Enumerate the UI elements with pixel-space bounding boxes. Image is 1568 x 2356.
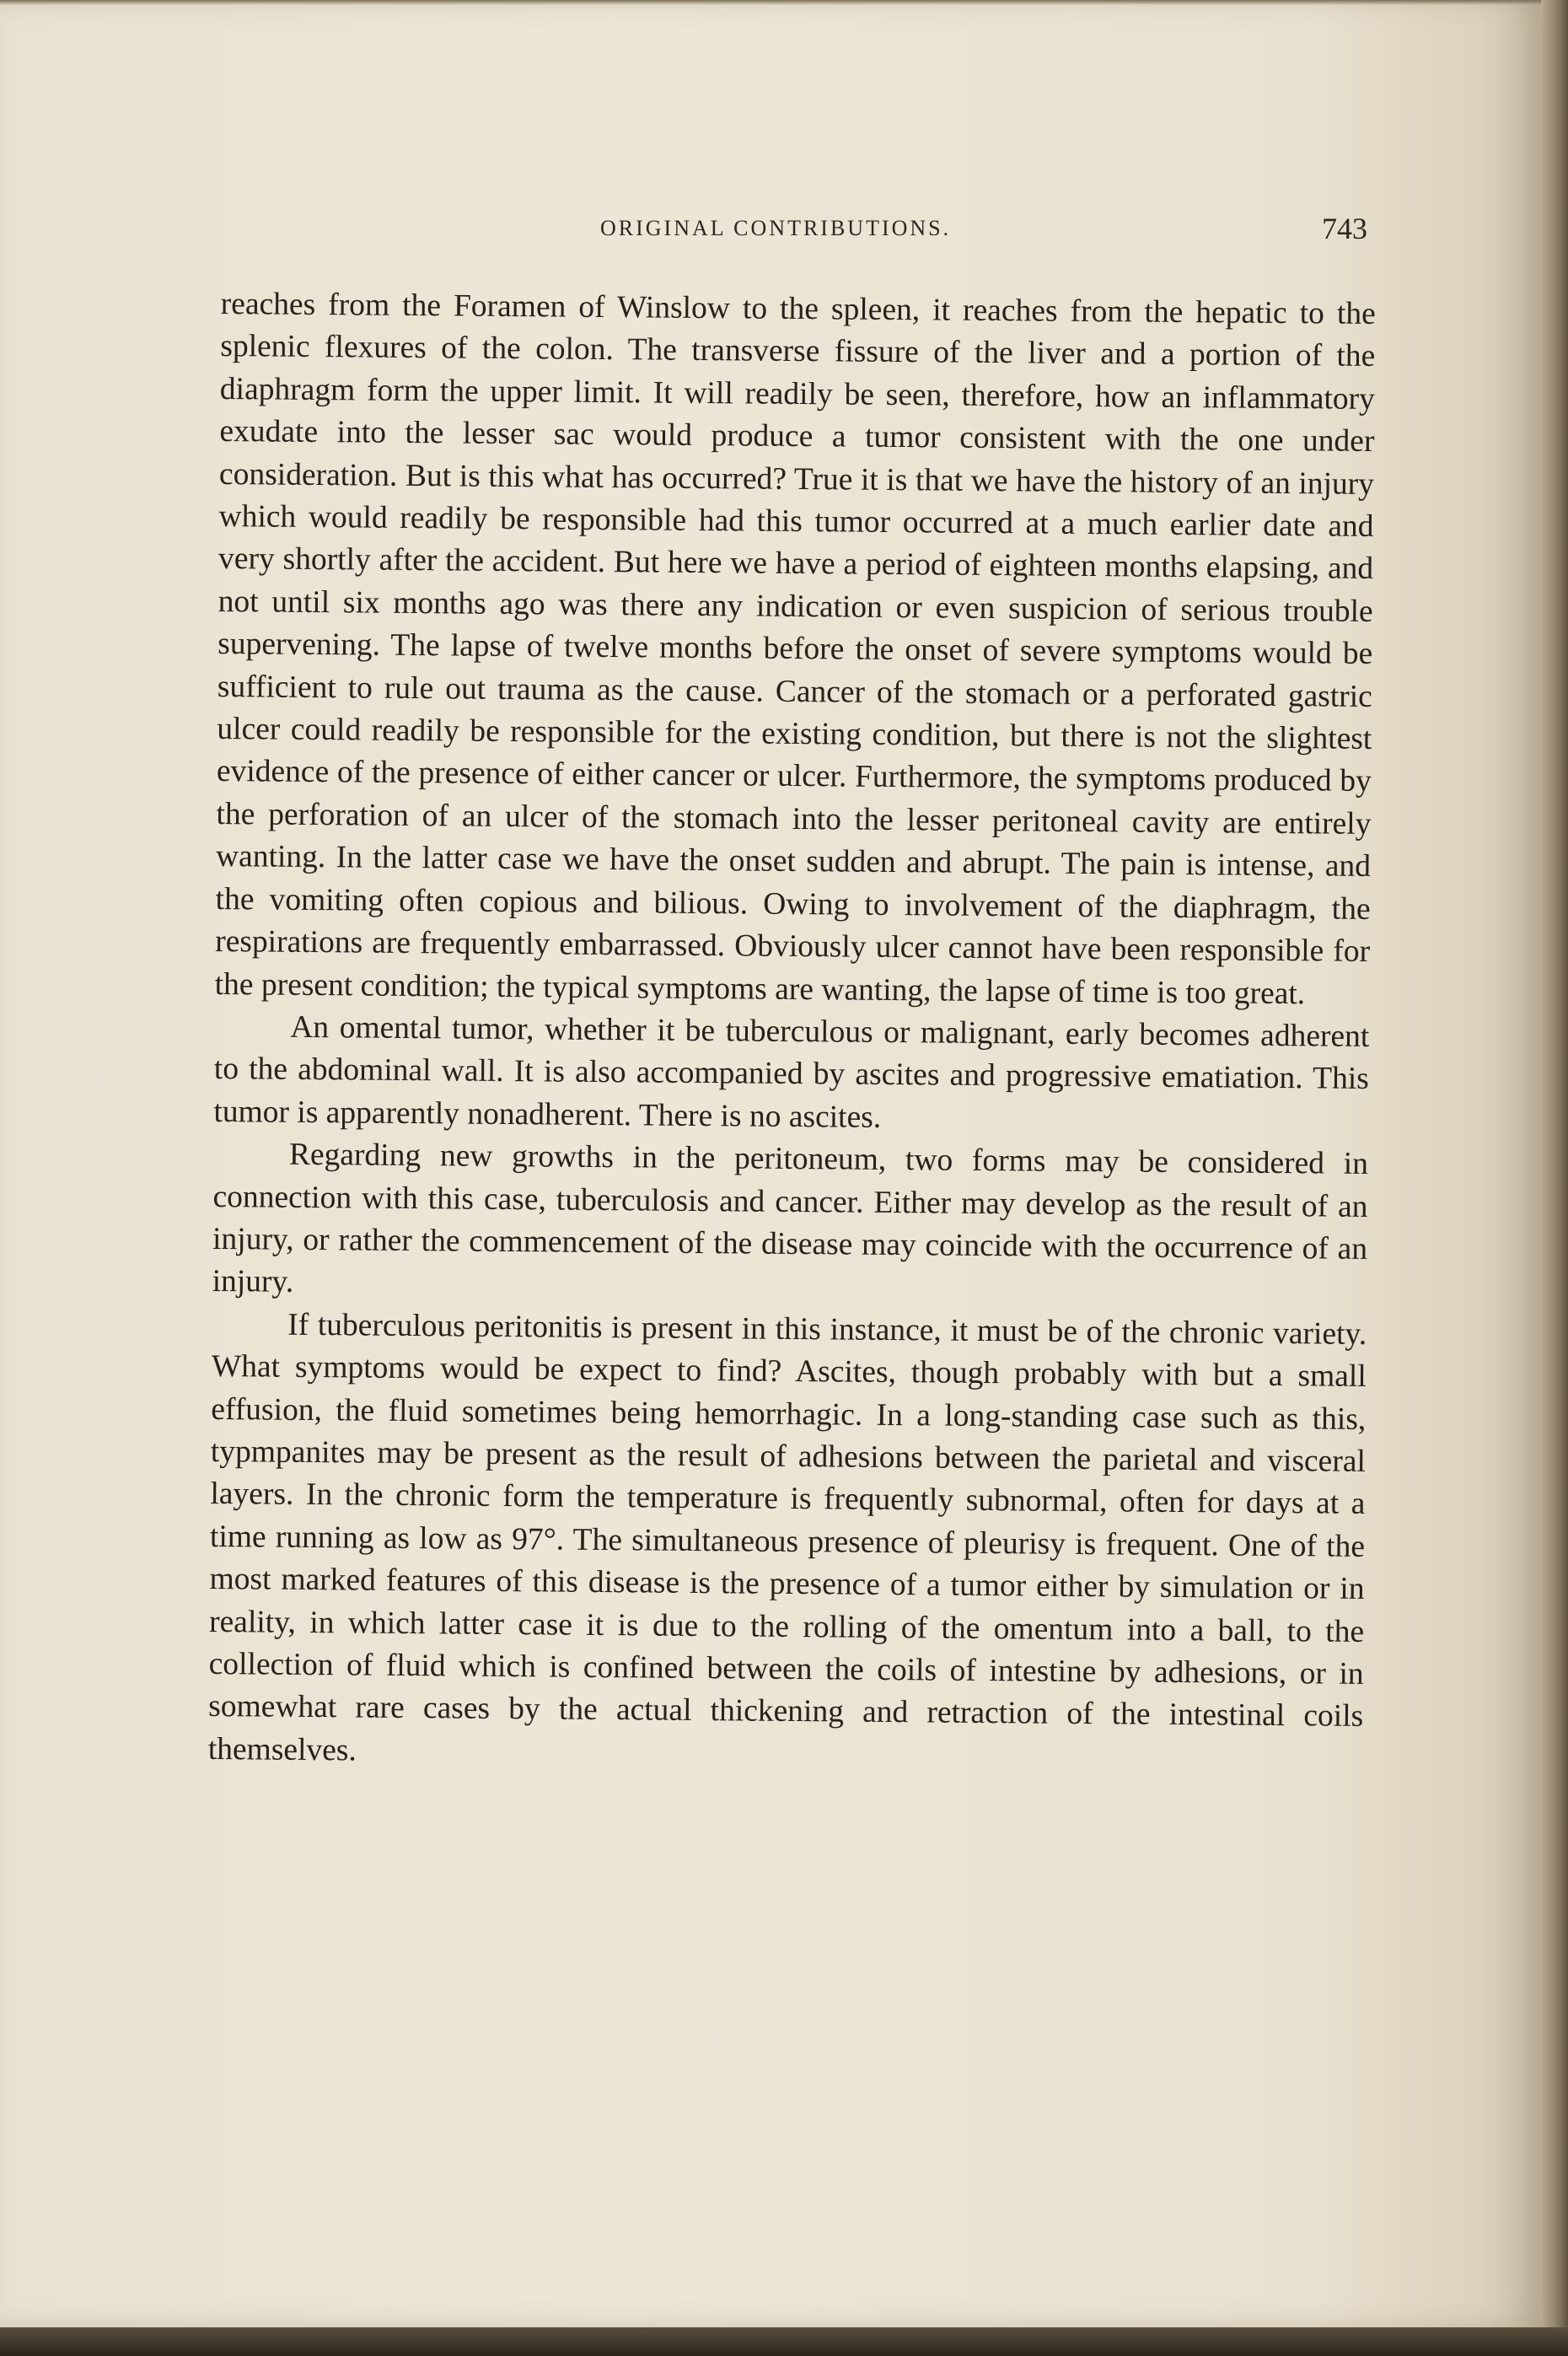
paragraph-1: reaches from the Foramen of Winslow to the spleen, it reaches from the hepatic to the splenic flexures of the colon. The transverse fissure of the liver and a portion of the diaphragm form the upper limit. It will readily be seen, therefore, how an inflammatory exudate into the lesser sac would produce a tumor consistent with the one under consideration. But is this what has occurred? True it is that we have the history of an injury which would readily be responsible had this tumor occurred at a much earlier date and very shortly after the accident. But here we have a period of eighteen months elapsing, and not until six months ago was there any indication or even suspicion of serious trouble supervening. The lapse of twelve months before the onset of severe symptoms would be sufficient to rule out trauma as the cause. Cancer of the stomach or a perforated gastric ulcer could readily be responsible for the existing condition, but there is not the slightest evidence of the presence of either cancer or ulcer. Furthermore, the symptoms produced by the perforation of an ulcer of the stomach into the lesser peritoneal cavity are entirely wanting. In the latter case we have the onset sudden and abrupt. The pain is intense, and the vomiting often copious and bilious. Owing to involvement of the diaphragm, the respirations are frequently embarrassed. Obviously ulcer cannot have been responsible for the present condition; the typical symptoms are wanting, the lapse of time is too great. xyxy=(214,286,1376,1011)
running-head xyxy=(221,211,1367,253)
book-spine-edge xyxy=(1541,0,1568,2356)
paragraph-3: Regarding new growths in the peritoneum, two forms may be considered in connection with this case, tuberculosis and cancer. Either may develop as the result of an injury, or rather the commencement of the disease may coincide with the occurrence of an injury. xyxy=(212,1137,1369,1300)
body-text xyxy=(208,283,1376,1781)
paragraph-2: An omental tumor, whether it be tuberculous or malignant, early becomes adherent to the abdominal wall. It is also accompanied by ascites and progressive ematiation. This tumor is apparently nonadherent. There is no ascites. xyxy=(213,1009,1370,1135)
paragraph-4: If tuberculous peritonitis is present in this instance, it must be of the chronic variety. What symptoms would be expect to find? Ascites, though probably with but a small effusion, the fluid sometimes being hemorrhagic. In a long-standing case such as this, typmpanites may be present as the result of adhesions between the parietal and visceral layers. In the chronic form the temperature is frequently subnormal, often for days at a time running as low as 97°. The simultaneous presence of pleurisy is frequent. One of the most marked features of this disease is the presence of a tumor either by simulation or in reality, in which latter case it is due to the rolling of the omentum into a ball, to the collection of fluid which is confined between the coils of intestine by adhesions, or in somewhat rare cases by the actual thickening and retraction of the intestinal coils themselves. xyxy=(207,1307,1367,1768)
page-number: 743 xyxy=(1322,212,1367,245)
running-title: ORIGINAL CONTRIBUTIONS. xyxy=(600,216,952,240)
book-bottom-edge xyxy=(0,2327,1568,2356)
page-top-shadow xyxy=(0,0,1568,5)
